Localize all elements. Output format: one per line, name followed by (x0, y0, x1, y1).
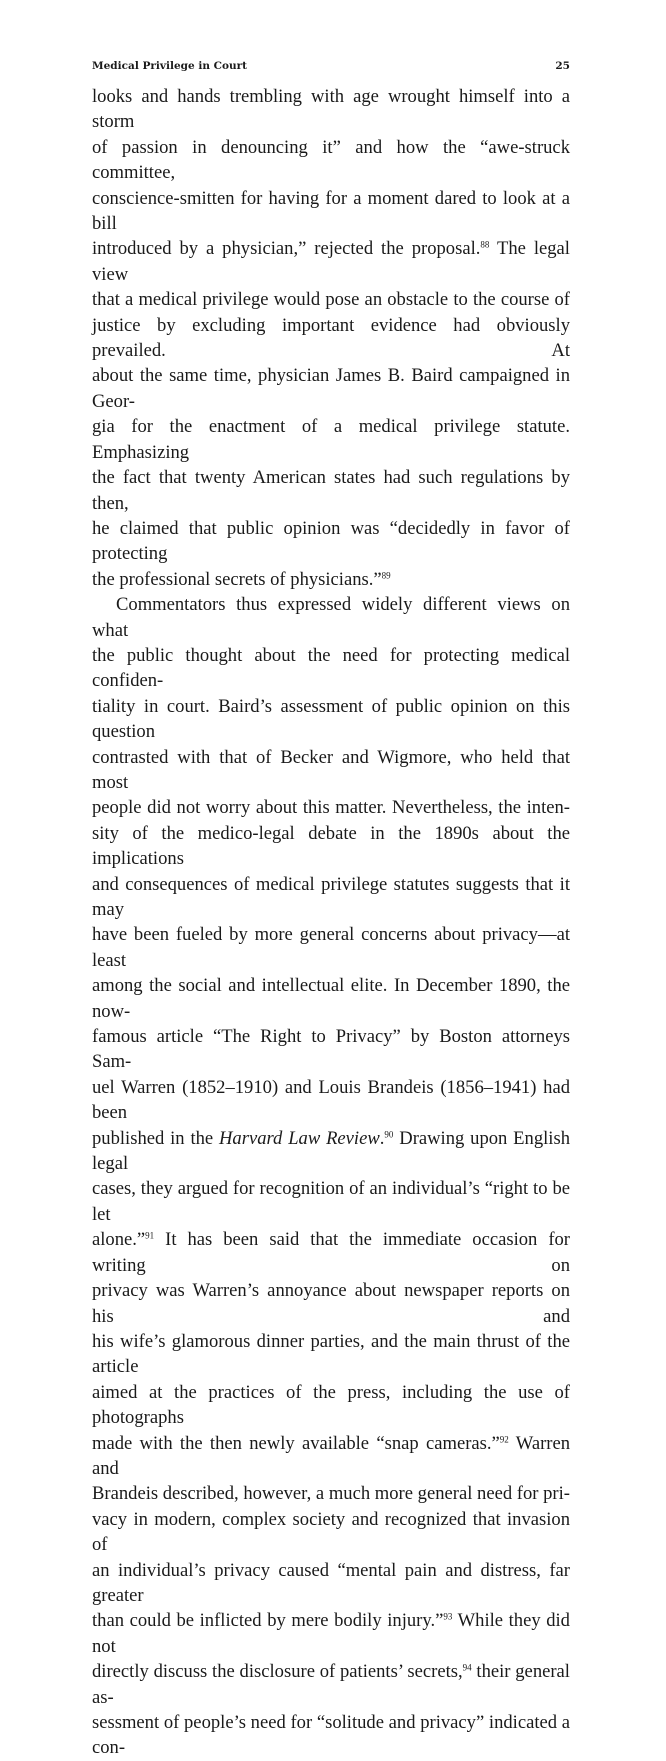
text-line: sity of the medico-legal debate in the 1890s about the implications (92, 822, 570, 870)
text-line: vacy in modern, complex society and recognized that invasion of (92, 1508, 570, 1556)
text-line: and consequences of medical privilege statutes suggests that it may (92, 873, 570, 920)
footnote-marker[interactable]: 88 (480, 240, 490, 251)
text-line: aimed at the practices of the press, including the use of photographs (92, 1381, 570, 1429)
text-line: sessment of people’s need for “solitude and privacy” indicated a con- (92, 1712, 570, 1759)
text-line: introduced by a physician,” rejected the proposal.$^{88}$ The legal view (92, 238, 570, 285)
text-line: that a medical privilege would pose an obstacle to the course of (92, 289, 570, 311)
page-number: 25 (555, 60, 570, 72)
running-head (92, 60, 570, 76)
text-line: than could be inflicted by mere bodily injury.”$^{93}$ While they did not (92, 1610, 570, 1657)
text-line: among the social and intellectual elite. In December 1890, the now- (92, 975, 570, 1022)
text-line: the fact that twenty American states had such regulations by then, (92, 467, 570, 514)
text-line: justice by excluding important evidence had obviously prevailed. At (92, 314, 570, 362)
text-line: conscience-smitten for having for a moment dared to look at a bill (92, 187, 570, 235)
text-line: cases, they argued for recognition of an individual’s “right to be let (92, 1178, 570, 1225)
text-line: contrasted with that of Becker and Wigmore, who held that most (92, 746, 570, 793)
journal-title: Harvard Law Review (219, 1127, 380, 1149)
text-line: directly discuss the disclosure of patients’ secrets,$^{94}$ their general as- (92, 1661, 570, 1708)
footnote-marker[interactable]: 94 (462, 1662, 472, 1673)
footnote-marker[interactable]: 93 (443, 1612, 453, 1623)
text-line: an individual’s privacy caused “mental pain and distress, far greater (92, 1559, 570, 1606)
footnote-marker[interactable]: 91 (145, 1230, 155, 1241)
footnote-marker[interactable]: 89 (381, 570, 391, 581)
text-line: made with the then newly available “snap cameras.”$^{92}$ Warren and (92, 1432, 571, 1479)
body-text (92, 84, 570, 1761)
text-line: looks and hands trembling with age wrought himself into a storm (92, 86, 570, 133)
footnote-marker[interactable]: 90 (384, 1129, 394, 1140)
text-line: famous article “The Right to Privacy” by Boston attorneys Sam- (92, 1026, 570, 1073)
text-line: the professional secrets of physicians.”$^{89}$ (92, 568, 391, 590)
text-line: of passion in denouncing it” and how the “awe-struck committee, (92, 136, 570, 184)
text-line: the public thought about the need for protecting medical confiden- (92, 644, 570, 692)
text-line: have been fueled by more general concerns about privacy—at least (92, 924, 570, 971)
text-line: his wife’s glamorous dinner parties, and the main thrust of the article (92, 1330, 570, 1378)
running-head-title: Medical Privilege in Court (92, 60, 247, 72)
text-line: tiality in court. Baird’s assessment of public opinion on this question (92, 695, 570, 743)
text-line: Brandeis described, however, a much more general need for pri- (92, 1483, 570, 1505)
text-line: published in the Harvard Law Review.$^{90}$ Drawing upon English legal (92, 1127, 570, 1175)
text-line: he claimed that public opinion was “decidedly in favor of protecting (92, 517, 570, 565)
text-line: gia for the enactment of a medical privilege statute. Emphasizing (92, 416, 570, 463)
footnote-marker[interactable]: 92 (499, 1434, 509, 1445)
text-line: people did not worry about this matter. Nevertheless, the inten- (92, 797, 570, 819)
text-line: uel Warren (1852–1910) and Louis Brandeis (1856–1941) had been (92, 1076, 570, 1124)
text-line: alone.”$^{91}$ It has been said that the immediate occasion for writing on (92, 1229, 570, 1276)
text-line: about the same time, physician James B. Baird campaigned in Geor- (92, 365, 570, 412)
text-line: privacy was Warren’s annoyance about newspaper reports on his and (92, 1280, 570, 1327)
text-line: Commentators thus expressed widely different views on what (92, 594, 570, 641)
